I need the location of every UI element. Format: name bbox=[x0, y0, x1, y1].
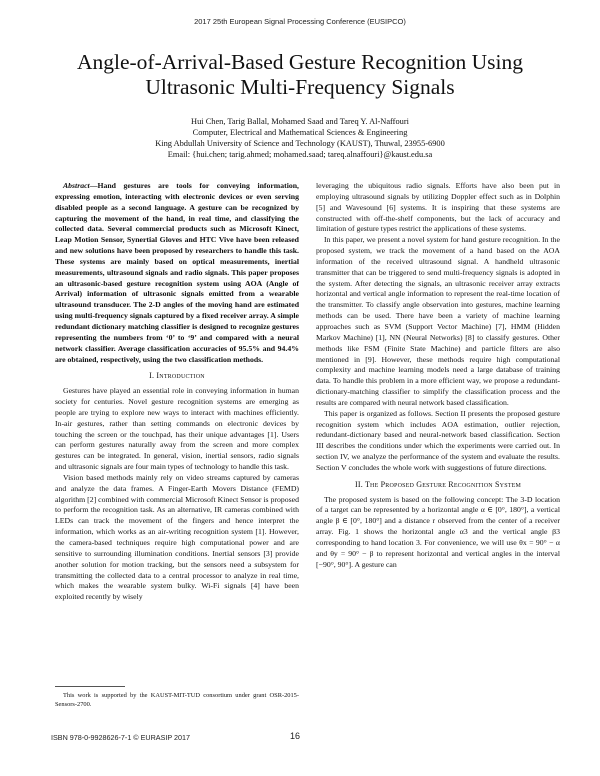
right-column bbox=[316, 181, 560, 571]
conference-header: 2017 25th European Signal Processing Conference (EUSIPCO) bbox=[194, 17, 406, 26]
intro-paragraph-3: leveraging the ubiquitous radio signals. Efforts have also been put in employing ultrasound signals by utilizing Doppler effect such as in Dolphin [5] and Wavesound [6] systems. It is inspiring that these systems are constructed with off-the-shelf components, but the lack of accuracy and limitation of gesture types restrict the applications of these systems. bbox=[316, 181, 560, 234]
abstract bbox=[55, 181, 299, 365]
paper-title bbox=[40, 50, 560, 100]
intro-paragraph-4: In this paper, we present a novel system for hand gesture recognition. In the proposed system, we track the movement of a hand based on the AOA information of the received ultrasound signal. A handheld ultrasonic transmitter that can be triggered to send multi-frequency signals is adopted in the system. After detecting the signals, an ultrasonic receiver array extracts horizontal and vertical angle information to represent the real-time location of the transmitter. To classify angle observation into gestures, machine learning methods can be used. There have been a variety of machine learning approaches such as SVM (Support Vector Machine) [7], HMM (Hidden Markov Machine) [1], NN (Neural Networks) [8] to classify gestures. Other methods like FSM (Finite State Machine) and particle filters are also mentioned in [9]. However, these methods require high computational complexity and machine learning models need a large database of training data. To handle this problem in a more efficient way, we propose a redundant-dictionary-matching classifier to simplify the classification process and the results are compared with neural network based classification. bbox=[316, 235, 560, 407]
author-block bbox=[40, 116, 560, 160]
author-division: Computer, Electrical and Mathematical Sciences & Engineering bbox=[192, 128, 408, 137]
author-email: Email: {hui.chen; tarig.ahmed; mohamed.saad; tareq.alnaffouri}@kaust.edu.sa bbox=[167, 150, 433, 159]
section2-paragraph-1: The proposed system is based on the following concept: The 3-D location of a target can be represented by a horizontal angle α ∈ [0°, 180°], a vertical angle β ∈ [0°, 180°] and a distance r observed from the center of a receiver array. Fig. 1 shows the horizontal angle α3 and the vertical angle β3 corresponding to hand location 3. For convenience, we will use θx = 90° − α and θy = 90° − β to represent horizontal and vertical angles in the interval [−90°, 90°]. A gesture can bbox=[316, 494, 560, 569]
title-line-1: Angle-of-Arrival-Based Gesture Recognition Using bbox=[76, 50, 523, 74]
page-number: 16 bbox=[290, 731, 301, 741]
section-heading-proposed-system: II. The Proposed Gesture Recognition System bbox=[354, 479, 521, 489]
author-university: King Abdullah University of Science and Technology (KAUST), Thuwal, 23955-6900 bbox=[155, 139, 445, 148]
intro-paragraph-5: This paper is organized as follows. Section II presents the proposed gesture recognition system which includes AOA estimation, outlier rejection, redundant-dictionary based and neural-network based classification. Section III describes the conditions under which the experiments were carried out. In section IV, we analyze the performance of the system and evaluate the results. Section V concludes the whole work with suggestions of future directions. bbox=[316, 408, 560, 472]
title-line-2: Ultrasonic Multi-Frequency Signals bbox=[145, 75, 455, 99]
abstract-text: —Hand gestures are tools for conveying information, expressing emotion, interacting with electronic devices or even serving disabled people as a second language. A gesture can be recognized by capturing the movement of the hand, in real time, and classifying the collected data. Several commercial products such as Microsoft Kinect, Leap Motion Sensor, Synertial Gloves and HTC Vive have been released and new solutions have been proposed by researchers to handle this task. These systems are mainly based on optical measurements, inertial measurements, ultrasound signals and radio signals. This paper proposes an ultrasonic-based gesture recognition system using AOA (Angle of Arrival) information of ultrasonic signals emitted from a wearable ultrasound transducer. The 2-D angles of the moving hand are estimated using multi-frequency signals captured by a fixed receiver array. A simple redundant dictionary matching classifier is designed to recognize gestures representing the numbers from ‘0’ to ‘9’ and compared with a neural network classifier. Average classification accuracies of 95.5% and 94.4% are obtained, respectively, using the two classification methods. bbox=[55, 181, 299, 364]
intro-paragraph-2: Vision based methods mainly rely on video streams captured by cameras and analyze the data frames. A Finger-Earth Movers Distance (FEMD) algorithm [2] combined with commercial Microsoft Kinect Sensor is proposed to perform the recognition task. As an alternative, IR cameras combined with LEDs can track the movement of the fingers and hence interpret the information, which works as an air-writing recognition system [1]. However, the camera-based techniques require high computational power and are sensitive to surrounding illumination conditions. Inertial sensors [3] provide another solution for motion tracking, but the sensors need a subsystem for transmitting the collected data to a central processor to analyze in real time, which makes the wearable system bulky. Wi-Fi signals [4] have been exploited recently by wisely bbox=[55, 472, 299, 602]
footnote: This work is supported by the KAUST-MIT-TUD consortium under grant OSR-2015-Sensors-2700. bbox=[55, 692, 299, 708]
footer-isbn: ISBN 978-0-9928626-7-1 © EURASIP 2017 bbox=[51, 733, 191, 742]
intro-paragraph-1: Gestures have played an essential role in conveying information in human society for centuries. Novel gesture recognition systems are emerging as people are trying to explore new ways to interact with machines efficiently. In-air gestures, rather than setting commands on electronic devices by touching the screen or the touchpad, has their unique advantages [1]. Users can perform gestures naturally away from the screen and more complex gestures can be integrated. In general, vision, inertial sensors, radio signals and ultrasonic signals are four main types of technology to handle this task. bbox=[55, 386, 299, 472]
left-column bbox=[55, 181, 299, 603]
footnote-rule bbox=[55, 686, 125, 687]
section-heading-introduction: I. Introduction bbox=[149, 371, 205, 381]
abstract-label: Abstract bbox=[63, 181, 90, 190]
author-names: Hui Chen, Tarig Ballal, Mohamed Saad and Tareq Y. Al-Naffouri bbox=[191, 117, 409, 126]
